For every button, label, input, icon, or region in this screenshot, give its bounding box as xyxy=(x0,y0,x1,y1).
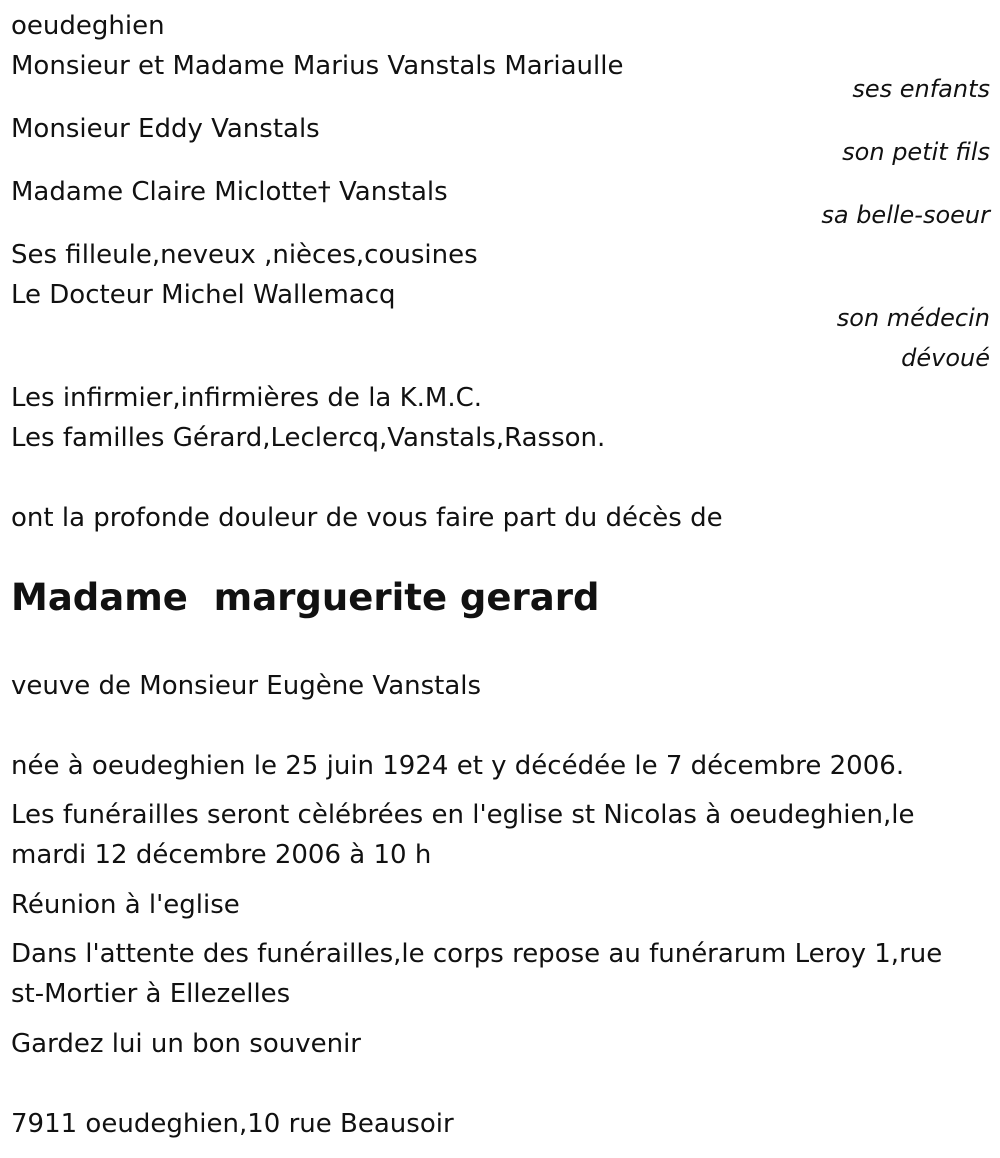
birth-death-text: née à oeudeghien le 25 juin 1924 et y décédée le 7 décembre 2006. xyxy=(11,751,905,781)
family-member-sister-in-law: Madame Claire Miclotte† Vanstals xyxy=(11,177,448,207)
others-families: Les familles Gérard,Leclercq,Vanstals,Rasson. xyxy=(11,423,606,453)
relation-doctor-line2: dévoué xyxy=(901,344,990,372)
relation-doctor: son médecin xyxy=(836,304,990,332)
relation-children: ses enfants xyxy=(852,75,990,103)
widow-of-text: veuve de Monsieur Eugène Vanstals xyxy=(11,671,482,701)
family-member-grandson: Monsieur Eddy Vanstals xyxy=(11,114,320,144)
rest-text-line2: st-Mortier à Ellezelles xyxy=(11,979,291,1009)
relation-sister-in-law: sa belle-soeur xyxy=(821,201,990,229)
address-text: 7911 oeudeghien,10 rue Beausoir xyxy=(11,1109,454,1139)
deceased-name: Madame marguerite gerard xyxy=(11,576,600,619)
others-nurses: Les infirmier,infirmières de la K.M.C. xyxy=(11,383,483,413)
announcement-text: ont la profonde douleur de vous faire part du décès de xyxy=(11,503,723,533)
remember-text: Gardez lui un bon souvenir xyxy=(11,1029,361,1059)
family-member-doctor: Le Docteur Michel Wallemacq xyxy=(11,280,396,310)
family-member-children: Monsieur et Madame Marius Vanstals Mariaulle xyxy=(11,51,624,81)
rest-text-line1: Dans l'attente des funérailles,le corps repose au funérarum Leroy 1,rue xyxy=(11,939,943,969)
funeral-text-line1: Les funérailles seront cèlébrées en l'eglise st Nicolas à oeudeghien,le xyxy=(11,800,915,830)
reunion-text: Réunion à l'eglise xyxy=(11,890,240,920)
village-heading: oeudeghien xyxy=(11,11,165,41)
family-member-godchildren: Ses filleule,neveux ,nièces,cousines xyxy=(11,240,478,270)
relation-grandson: son petit fils xyxy=(842,138,990,166)
funeral-text-line2: mardi 12 décembre 2006 à 10 h xyxy=(11,840,432,870)
